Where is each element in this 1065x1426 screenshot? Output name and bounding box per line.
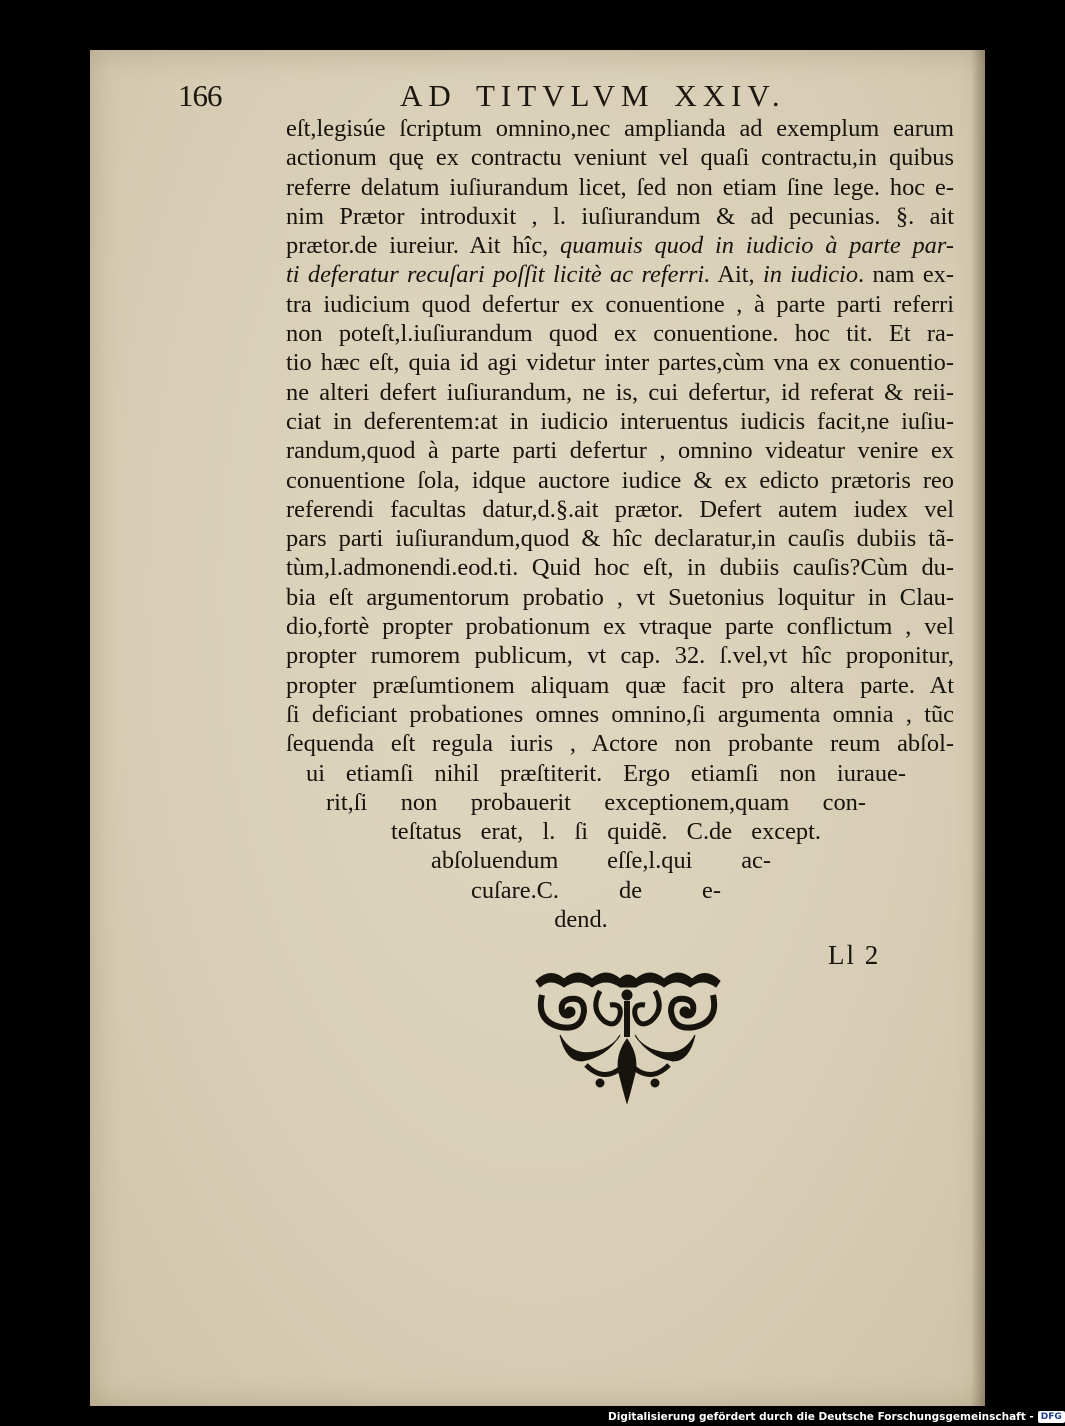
text-run: dend. <box>554 906 608 934</box>
digitization-footer <box>608 1409 1062 1425</box>
body-text <box>286 114 954 934</box>
page-number: 166 <box>178 78 222 113</box>
text-line <box>326 788 866 817</box>
text-run: tra iudicium quod defertur ex conuentione , à parte parti referri <box>286 290 954 318</box>
text-run: randum,quod à parte parti defertur , omnino videatur venire ex <box>286 437 954 465</box>
text-line <box>286 407 954 436</box>
text-run: dio,fortè propter probationum ex vtraque parte conflictum , vel <box>286 613 954 641</box>
text-line <box>431 846 771 875</box>
text-run: propter rumorem publicum, vt cap. 32. ſ.vel,vt hîc proponitur, <box>286 642 954 670</box>
text-line <box>286 524 954 553</box>
italic-quotation: in iudicio <box>762 261 859 289</box>
text-run: non poteſt,l.iuſiurandum quod ex conuentione. hoc tit. Et ra- <box>286 320 954 348</box>
text-line <box>286 202 954 231</box>
text-line <box>286 173 954 202</box>
text-line <box>286 348 954 377</box>
text-run: ſequenda eſt regula iuris , Actore non probante reum abſol- <box>286 730 954 758</box>
text-line <box>286 495 954 524</box>
text-run: ciat in deferentem:at in iudicio interuentus iudicis facit,ne iuſiu- <box>286 407 954 435</box>
page-edge-shadow <box>971 50 985 1406</box>
text-line <box>286 553 954 582</box>
text-run: abſoluendum eſſe,l.qui ac- <box>431 847 771 875</box>
text-line <box>306 759 906 788</box>
dfg-logo: DFG <box>1038 1411 1065 1423</box>
text-run: ſi deficiant probationes omnes omnino,ſi argumenta omnia , tũc <box>286 700 954 728</box>
text-run: Ait, <box>710 261 763 289</box>
text-run: teſtatus erat, l. ſi quidẽ. C.de except. <box>391 818 821 846</box>
text-run: referendi facultas datur,d.§.ait prætor. Defert autem iudex vel <box>286 495 954 523</box>
text-line <box>286 436 954 465</box>
text-line <box>286 612 954 641</box>
text-run: propter præſumtionem aliquam quæ facit pro altera parte. At <box>286 671 954 699</box>
italic-quotation: quamuis quod in iudicio à parte par- <box>560 232 954 260</box>
signature-mark: Ll 2 <box>828 940 881 970</box>
text-line <box>286 583 954 612</box>
text-run: tio hæc eſt, quia id agi videtur inter partes,cùm vna ex conuentio- <box>286 349 954 377</box>
text-run: eſt,legisúe ſcriptum omnino,nec amplianda ad exemplum earum <box>286 115 954 142</box>
text-line <box>391 817 821 846</box>
text-line <box>286 641 954 670</box>
footer-credit-text: Digitalisierung gefördert durch die Deutsche Forschungsgemeinschaft - <box>608 1411 1034 1423</box>
text-run: actionum quę ex contractu veniunt vel quaſi contractu,in quibus <box>286 144 954 172</box>
text-line <box>536 905 626 934</box>
text-line <box>286 143 954 172</box>
page-header <box>178 78 858 118</box>
text-line <box>286 378 954 407</box>
text-run: cuſare.C. de e- <box>471 876 721 904</box>
text-line <box>286 231 954 260</box>
text-run: ui etiamſi nihil præſtiterit. Ergo etiamſi non iuraue- <box>306 759 906 787</box>
text-line <box>286 671 954 700</box>
text-run: nim Prætor introduxit , l. iuſiurandum & ad pecunias. §. ait <box>286 202 954 230</box>
text-run: tùm,l.admonendi.eod.ti. Quid hoc eſt, in dubiis cauſis?Cùm du- <box>286 554 954 582</box>
text-line <box>471 876 721 905</box>
text-run: bia eſt argumentorum probatio , vt Suetonius loquitur in Clau- <box>286 583 954 611</box>
text-run: referre delatum iuſiurandum licet, ſed non etiam ſine lege. hoc e- <box>286 173 954 201</box>
running-head: AD TITVLVM XXIV. <box>400 78 786 113</box>
text-line <box>286 319 954 348</box>
text-run: conuentione ſola, idque auctore iudice & ex edicto prætoris reo <box>286 466 954 494</box>
text-line <box>286 466 954 495</box>
text-run: ne alteri defert iuſiurandum, ne is, cui defertur, id referat & reii- <box>286 378 954 406</box>
text-line <box>286 114 954 143</box>
text-line <box>286 729 954 758</box>
text-run: . nam ex- <box>858 261 954 289</box>
italic-quotation: ti deferatur recuſari poſſit licitè ac referri. <box>286 261 711 289</box>
text-line <box>286 290 954 319</box>
text-line <box>286 260 954 289</box>
fleuron-ornament-icon <box>530 965 725 1105</box>
text-line <box>286 700 954 729</box>
text-run: rit,ſi non probauerit exceptionem,quam con- <box>326 788 866 816</box>
text-run: pars parti iuſiurandum,quod & hîc declaratur,in cauſis dubiis tã- <box>286 525 954 553</box>
text-run: prætor.de iureiur. Ait hîc, <box>286 232 561 260</box>
